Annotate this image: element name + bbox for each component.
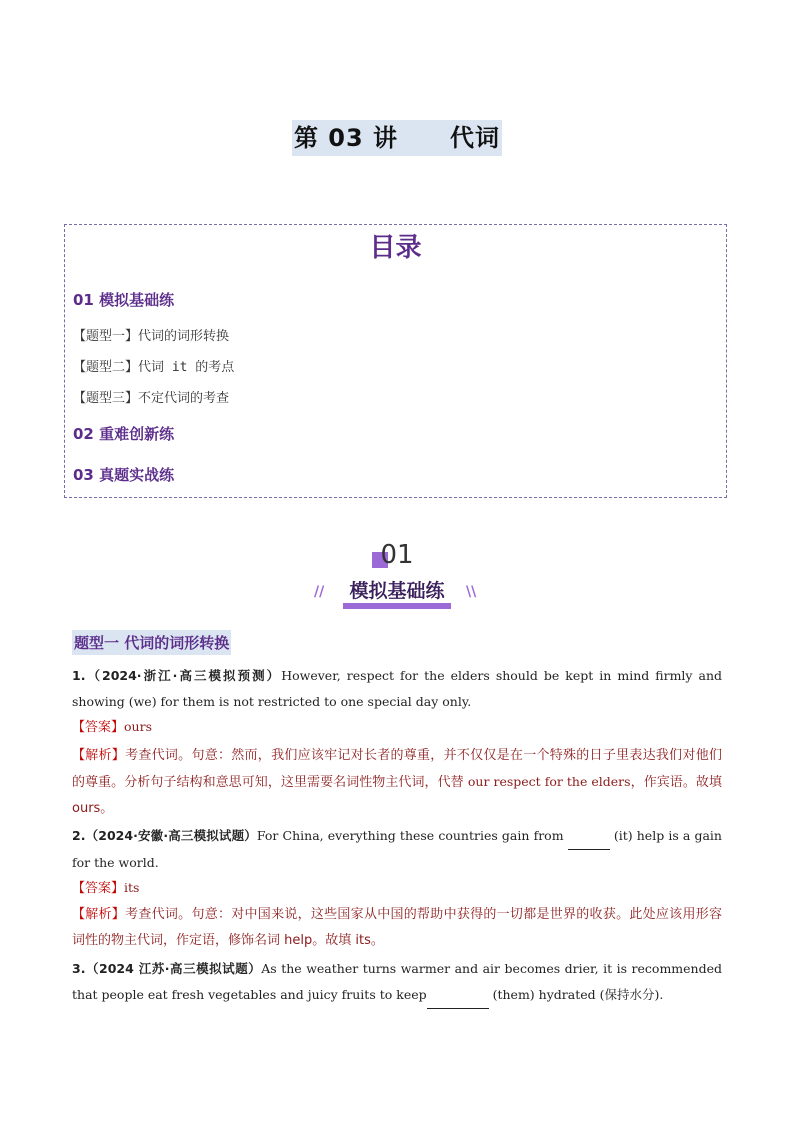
analysis-text-b: ，作宾语。故填 ours。 [72,775,722,816]
title-part2: 代词 [448,120,502,156]
question-3-text-a: As the weather turns warmer and air becomes drier, it is recommended that people eat fresh vegetables and juicy fruits to keep [72,961,722,1002]
question-1 [72,663,722,715]
table-of-contents [64,224,727,498]
section-badge-wrap [0,576,794,609]
question-2-text-a: For China, everything these countries gain from [256,828,568,843]
toc-heading: 目录 [369,233,422,263]
question-2-source: 2.（2024·安徽·高三模拟试题） [72,828,257,843]
title-gap [400,120,448,156]
page-title-wrap [0,118,794,156]
question-3 [72,956,722,1009]
left-slash-decoration: // [314,584,325,600]
analysis-text-en: our respect for the elders [467,774,631,789]
answer-label: 【答案】 [72,881,125,896]
question-1-text: However, respect for the elders should be kept in mind firmly and showing (we) for them is not restricted to one special day only. [72,668,722,709]
question-3-source: 3.（2024 江苏·高三模拟试题） [72,961,262,976]
question-2 [72,823,722,876]
section-badge-number: 01 [380,540,414,570]
analysis-text-a: 考查代词。句意：然而，我们应该牢记对长者的尊重，并不仅仅是在一个特殊的日子里表达我们对他们的尊重。分析句子结构和意思可知，这里需要名词性物主代词，代替 [72,748,722,790]
section-badge-label: 模拟基础练 [343,576,450,609]
toc-section-1[interactable]: 01 模拟基础练 [73,291,175,309]
toc-item-type2[interactable]: 【题型二】代词 it 的考点 [73,360,235,375]
question-1-analysis [72,743,722,822]
analysis-text: 考查代词。句意：对中国来说，这些国家从中国的帮助中获得的一切都是世界的收获。此处应该用形容词性的物主代词，作定语，修饰名词 help。故填 its。 [72,907,722,948]
question-type-title: 题型一 代词的词形转换 [72,630,231,655]
toc-section-3[interactable]: 03 真题实战练 [73,466,175,484]
toc-item-type1[interactable]: 【题型一】代词的词形转换 [73,329,230,344]
answer-label: 【答案】 [72,720,125,735]
answer-value: ours [124,719,152,734]
analysis-label: 【解析】 [72,748,126,763]
analysis-label: 【解析】 [72,907,126,922]
question-2-answer [72,875,722,902]
answer-blank[interactable] [568,823,610,850]
question-1-answer [72,714,722,741]
toc-section-2[interactable]: 02 重难创新练 [73,425,175,443]
answer-blank[interactable] [427,982,489,1009]
question-2-text-b: (it) help is a gain for the world. [72,828,722,870]
question-2-analysis [72,902,722,954]
question-3-text-b: (them) hydrated (保持水分). [488,987,664,1002]
toc-item-type3[interactable]: 【题型三】不定代词的考查 [73,391,230,406]
title-part1: 第 03 讲 [292,120,400,156]
page-title [292,118,502,156]
right-slash-decoration: \\ [466,584,477,600]
answer-value: its [124,880,140,895]
question-1-source: 1.（2024·浙江·高三模拟预测） [72,668,282,683]
